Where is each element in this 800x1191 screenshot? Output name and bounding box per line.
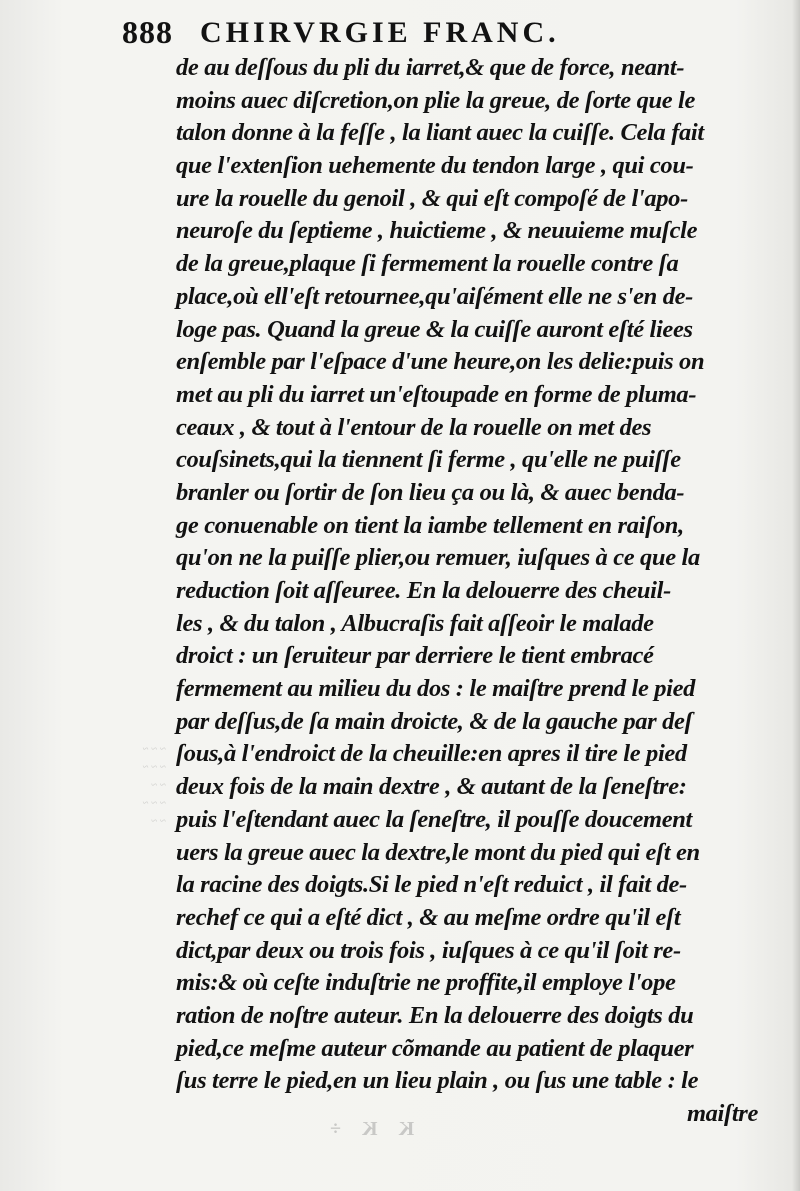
text-line: ge conuenable on tient la iambe tellement en raiſon, xyxy=(176,511,684,539)
text-line: talon donne à la feſſe , la liant auec la cuiſſe. Cela fait xyxy=(176,119,704,147)
bleed-through-marginalia: ~ ~ ~ ~ ~ ~ ~ ~ ~ ~ ~ ~ ~ xyxy=(142,743,166,827)
body-text xyxy=(176,52,766,1131)
text-line: la racine des doigts.Si le pied n'eſt reduict , il fait de- xyxy=(176,871,687,899)
text-line: dict,par deux ou trois fois , iuſques à ce qu'il ſoit re- xyxy=(176,936,681,964)
text-line: place,où ell'eſt retournee,qu'aiſément elle ne s'en de- xyxy=(176,282,693,310)
text-line: enſemble par l'eſpace d'une heure,on les delie:puis on xyxy=(176,348,705,376)
text-line: neuroſe du ſeptieme , huictieme , & neuuieme muſcle xyxy=(176,217,698,245)
text-line: ſous,à l'endroict de la cheuille:en apres il tire le pied xyxy=(176,740,687,768)
text-line: qu'on ne la puiſſe plier,ou remuer, iuſques à ce que la xyxy=(176,544,700,572)
text-line: uers la greue auec la dextre,le mont du pied qui eſt en xyxy=(176,838,700,866)
text-line: loge pas. Quand la greue & la cuiſſe auront eſté liees xyxy=(176,315,693,343)
text-line: les , & du talon , Albucraſis fait aſſeoir le malade xyxy=(176,609,654,637)
text-line: par deſſus,de ſa main droicte, & de la gauche par deſ xyxy=(176,707,693,735)
text-line: ure la rouelle du genoil , & qui eſt compoſé de l'apo- xyxy=(176,184,688,212)
text-line: ration de noſtre auteur. En la delouerre des doigts du xyxy=(176,1001,694,1029)
text-line: pied,ce meſme auteur cõmande au patient de plaquer xyxy=(176,1034,694,1062)
text-line: met au pli du iarret un'eſtoupade en forme de pluma- xyxy=(176,380,697,408)
text-line: de la greue,plaque ſi fermement la rouelle contre ſa xyxy=(176,250,679,278)
text-line: droict : un ſeruiteur par derriere le tient embracé xyxy=(176,642,654,670)
text-line: reduction ſoit aſſeuree. En la delouerre des cheuil- xyxy=(176,577,671,604)
catchword: maiſtre xyxy=(686,1100,758,1127)
text-line: fermement au milieu du dos : le maiſtre prend le pied xyxy=(176,675,696,703)
bleed-through-signature: K K ÷ xyxy=(322,1118,415,1140)
text-line: mis:& où ceſte induſtrie ne proffite,il employe l'ope xyxy=(176,969,676,997)
page-edge-shadow xyxy=(792,0,800,1191)
page-header xyxy=(122,10,682,50)
text-line: de au deſſous du pli du iarret,& que de force, neant- xyxy=(176,54,685,81)
text-line: deux fois de la main dextre , & autant de la ſeneſtre: xyxy=(176,773,687,801)
text-line: puis l'eſtendant auec la ſeneſtre, il pouſſe doucement xyxy=(176,805,692,833)
text-line: rechef ce qui a eſté dict , & au meſme ordre qu'il eſt xyxy=(176,903,681,931)
running-title: CHIRVRGIE FRANC. xyxy=(200,16,560,49)
text-line: ſus terre le pied,en un lieu plain , ou ſus une table : le xyxy=(176,1067,699,1095)
text-line: que l'extenſion uehemente du tendon large , qui cou- xyxy=(176,152,694,180)
text-line: branler ou ſortir de ſon lieu ça ou là, & auec benda- xyxy=(176,478,685,506)
page-number: 888 xyxy=(122,14,173,50)
text-line: ceaux , & tout à l'entour de la rouelle on met des xyxy=(176,413,652,441)
text-line: couſsinets,qui la tiennent ſi ferme , qu'elle ne puiſſe xyxy=(176,446,681,474)
text-line: moins auec diſcretion,on plie la greue, de ſorte que le xyxy=(176,86,696,114)
